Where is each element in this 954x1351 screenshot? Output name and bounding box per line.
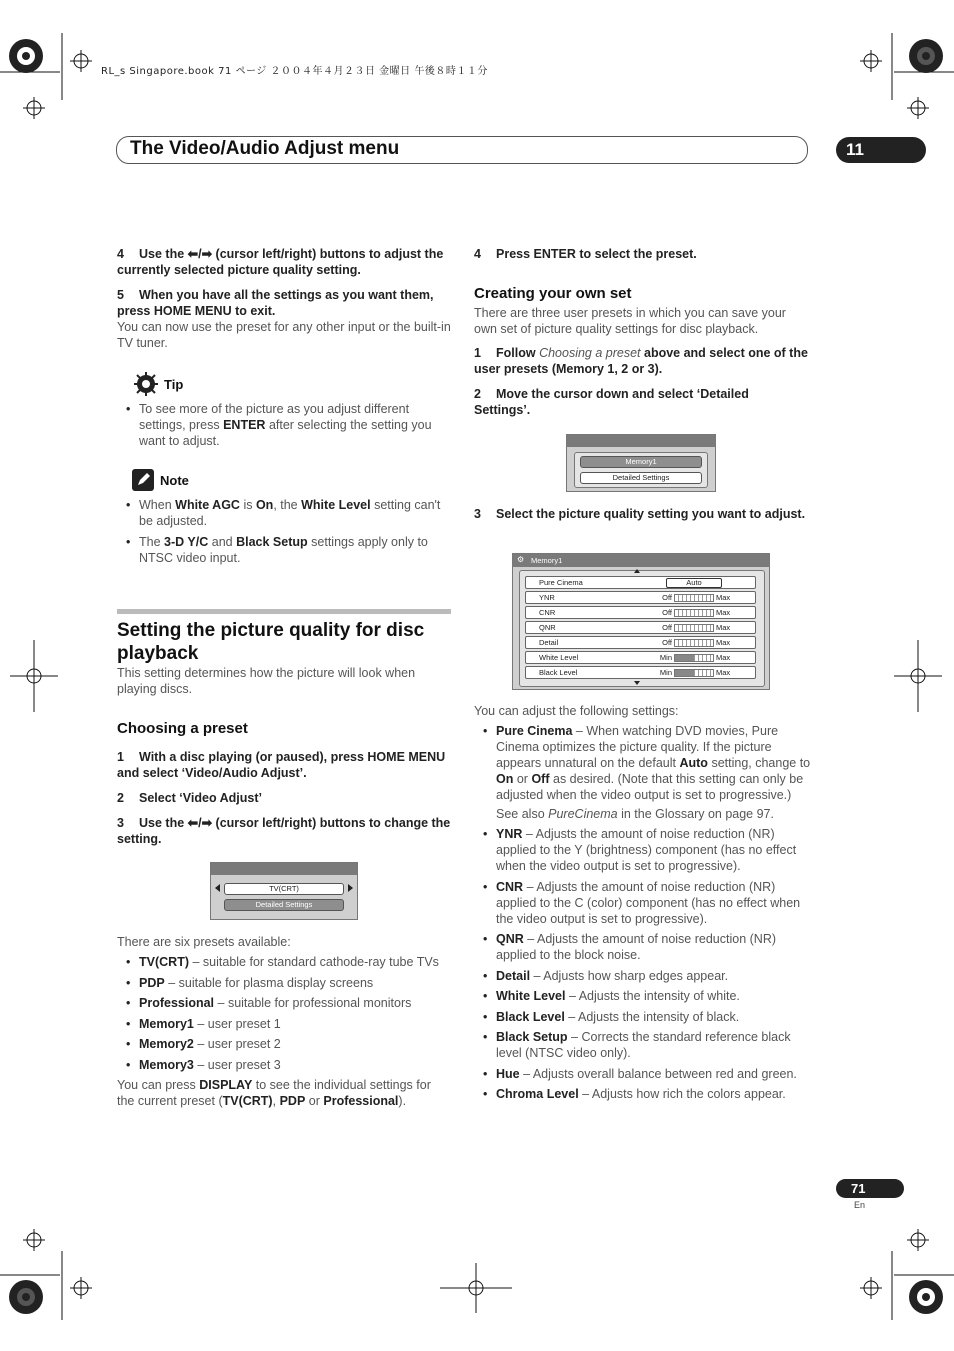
presets-section [117,934,457,1109]
choosing-preset-heading: Choosing a preset [117,720,248,737]
setting-row-label: CNR [539,608,556,617]
section-title: The Video/Audio Adjust menu [130,138,400,159]
create-step-2: 2 Move the cursor down and select ‘Detailed Settings’. [474,387,749,417]
setting-slider[interactable] [674,609,714,617]
setting-row-max: Max [716,653,731,662]
note-heading: Note [117,471,451,493]
page-number-badge [836,1179,904,1198]
setting-slider[interactable] [674,669,714,677]
step-5-body: You can now use the preset for any other input or the built-in TV tuner. [117,320,451,350]
screen-title: Memory1 [531,556,563,565]
left-arrow-icon [215,884,220,892]
pure-cinema-row[interactable]: Pure Cinema Auto [525,576,756,589]
slider-fill [675,655,694,661]
settings-icon: ⚙ [517,555,525,564]
setting-row-min: Off [662,593,672,602]
tip-heading: Tip [117,375,451,397]
preset-item: • TV(CRT) – suitable for standard cathode-ray tube TVs [117,954,457,970]
preset-list [117,954,457,1073]
creating-set-heading: Creating your own set [474,285,632,302]
setting-slider[interactable] [674,654,714,662]
memory-screen [566,434,716,492]
adjustable-settings [474,703,814,1107]
choose-step-1: 1 With a disc playing (or paused), press HOME MENU and select ‘Video/Audio Adjust’. [117,750,446,780]
setting-pure-cinema: • Pure Cinema – When watching DVD movies, Pure Cinema optimizes the picture quality. If the picture appears unnatural on the default Auto setting, change to On or Off as desired. (Note that this setting can only be adjusted when the video output is set to progressive.) [474,723,814,803]
see-also: See also PureCinema in the Glossary on page 97. [496,807,774,821]
setting-row[interactable] [525,591,756,604]
setting-row[interactable] [525,636,756,649]
setting-row[interactable] [525,606,756,619]
setting-row[interactable] [525,651,756,664]
right-arrow-icon [348,884,353,892]
setting-item: • YNR – Adjusts the amount of noise reduction (NR) applied to the Y (brightness) component (has no effect when the video output is set to progressive). [474,826,814,874]
setting-row-label: Detail [539,638,559,647]
setting-item: • Black Level – Adjusts the intensity of black. [474,1009,814,1025]
setting-slider[interactable] [674,624,714,632]
step-4-left: 4 Use the ⬅/➡ (cursor left/right) buttons to adjust the currently selected picture quality setting. [117,247,444,277]
setting-item: • QNR – Adjusts the amount of noise reduction (NR) applied to the block noise. [474,931,814,963]
language-label: En [854,1200,866,1210]
section-divider [117,609,451,614]
presets-intro: There are six presets available: [117,935,291,949]
setting-row-label: White Level [539,653,579,662]
settings-list [474,826,814,1102]
tip-text: • To see more of the picture as you adjust different settings, press ENTER after selecting the setting you want to adjust. [117,401,451,449]
setting-row[interactable] [525,621,756,634]
preset-option[interactable]: TV(CRT) [224,883,344,895]
file-header: RL_s Singapore.book 71 ページ ２００４年４月２３日 金曜日 午後８時１１分 [101,66,488,77]
setting-row-min: Min [659,668,672,677]
note-1: • When White AGC is On, the White Level setting can't be adjusted. [117,497,451,529]
setting-item: • Chroma Level – Adjusts how rich the colors appear. [474,1086,814,1102]
note-2: • The 3-D Y/C and Black Setup settings apply only to NTSC video input. [117,534,451,566]
preset-item: • Memory3 – user preset 3 [117,1057,457,1073]
setting-row-min: Off [662,638,672,647]
setting-item: • Hue – Adjusts overall balance between red and green. [474,1066,814,1082]
setting-row-label: QNR [539,623,556,632]
detailed-settings-screen [512,553,770,690]
scroll-down-icon[interactable] [634,681,640,685]
setting-slider[interactable] [674,594,714,602]
chapter-badge [836,137,926,163]
choose-step-3: 3 Use the ⬅/➡ (cursor left/right) buttons to change the setting. [117,816,451,846]
preset-item: • Professional – suitable for professional monitors [117,995,457,1011]
memory1-option[interactable]: Memory1 [580,456,702,468]
create-step-1: 1 Follow Choosing a preset above and select one of the user presets (Memory 1, 2 or 3). [474,346,808,376]
note-icon [132,469,154,491]
setting-row-max: Max [716,638,731,647]
left-column [117,246,451,566]
detailed-settings-option[interactable]: Detailed Settings [224,899,344,911]
step-4-right: 4 Press ENTER to select the preset. [474,247,697,261]
display-note: You can press DISPLAY to see the individual settings for the current preset (TV(CRT), PDP or Professional). [117,1078,431,1108]
preset-item: • Memory2 – user preset 2 [117,1036,457,1052]
setting-slider[interactable] [674,639,714,647]
chapter-number: 11 [846,140,864,159]
preset-screen [210,862,358,920]
tip-icon [133,371,159,397]
scroll-up-icon[interactable] [634,569,640,573]
adjust-intro: You can adjust the following settings: [474,704,679,718]
setting-row-max: Max [716,623,731,632]
setting-item: • CNR – Adjusts the amount of noise reduction (NR) applied to the C (color) component (has no effect when the video output is set to progressive). [474,879,814,927]
setting-row-max: Max [716,593,731,602]
setting-row-label: YNR [539,593,555,602]
setting-item: • Black Setup – Corrects the standard reference black level (NTSC video only). [474,1029,814,1061]
setting-row-max: Max [716,668,731,677]
choose-step-2: 2 Select ‘Video Adjust’ [117,791,262,805]
setting-item: • Detail – Adjusts how sharp edges appear. [474,968,814,984]
setting-row-min: Off [662,608,672,617]
detailed-settings-option[interactable]: Detailed Settings [580,472,702,484]
create-step-3: 3 Select the picture quality setting you want to adjust. [474,507,806,521]
setting-row-min: Min [659,653,672,662]
step-5-left: 5 When you have all the settings as you want them, press HOME MENU to exit. [117,288,434,318]
slider-fill [675,670,694,676]
setting-item: • White Level – Adjusts the intensity of white. [474,988,814,1004]
section-heading: Setting the picture quality for disc playback [117,620,425,664]
choosing-steps [117,749,451,847]
preset-item: • PDP – suitable for plasma display screens [117,975,457,991]
setting-row-label: Black Level [539,668,578,677]
setting-row-min: Off [662,623,672,632]
creating-set-body: There are three user presets in which you can save your own set of picture quality settings for disc playback. [474,306,786,336]
preset-item: • Memory1 – user preset 1 [117,1016,457,1032]
setting-row-max: Max [716,608,731,617]
page-number: 71 [851,1181,866,1196]
section-intro: This setting determines how the picture will look when playing discs. [117,666,416,696]
setting-row[interactable] [525,666,756,679]
